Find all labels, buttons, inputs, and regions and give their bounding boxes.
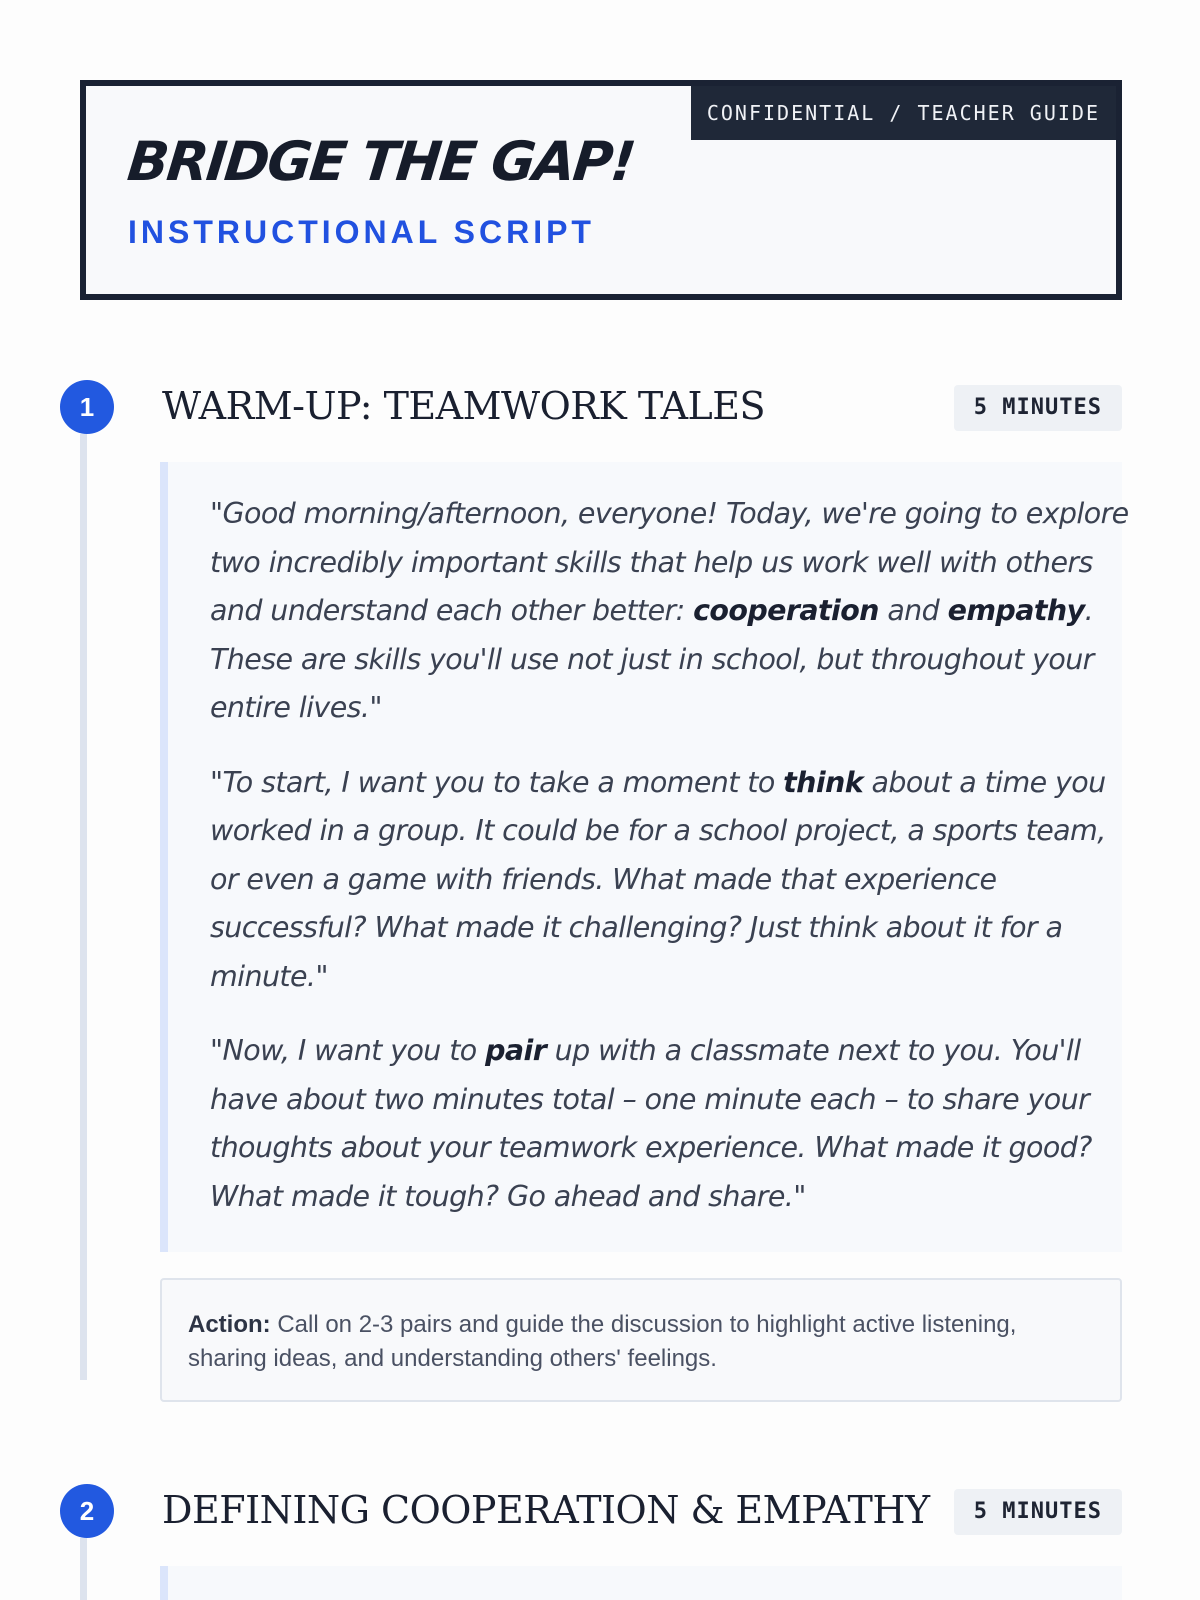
emphasis-term: cooperation <box>693 594 879 627</box>
step-number-badge: 2 <box>60 1484 114 1538</box>
script-paragraph: "To start, I want you to take a moment to think about a time you worked in a group. It could be for a school project, a sports team, or even a game with friends. What made that experience successful? What made it challenging? Just think about it for a minute." <box>210 765 1106 993</box>
timeline-line <box>80 1538 87 1600</box>
confidential-badge: CONFIDENTIAL / TEACHER GUIDE <box>691 86 1116 140</box>
emphasis-term: empathy <box>947 594 1085 627</box>
script-quote-block <box>160 1566 1122 1600</box>
action-note <box>160 1278 1122 1402</box>
header-card <box>80 80 1122 300</box>
script-paragraph: "Good morning/afternoon, everyone! Today, we're going to explore two incredibly important skills that help us work well with others and understand each other better: cooperation and empathy. These are skills you'll use not just in school, but throughout your entire lives." <box>210 497 1129 724</box>
action-label: Action: <box>188 1311 271 1338</box>
duration-badge: 5 MINUTES <box>954 385 1122 431</box>
section-title: DEFINING COOPERATION & EMPATHY <box>162 1488 930 1532</box>
section-title: WARM-UP: TEAMWORK TALES <box>162 384 766 428</box>
script-quote-block <box>160 462 1129 1252</box>
page-title: BRIDGE THE GAP! <box>124 130 638 193</box>
step-number-badge: 1 <box>60 380 114 434</box>
script-paragraph: "Now, I want you to pair up with a classmate next to you. You'll have about two minutes total – one minute each – to share your thoughts about your teamwork experience. What made it good? What made it tough? Go ahead and share." <box>210 1034 1092 1213</box>
timeline-line <box>80 434 87 1380</box>
duration-badge: 5 MINUTES <box>954 1489 1122 1535</box>
page-subtitle: INSTRUCTIONAL SCRIPT <box>128 214 595 250</box>
emphasis-term: pair <box>485 1034 547 1067</box>
action-text: Call on 2-3 pairs and guide the discussion to highlight active listening, sharing ideas, and understanding others' feelings. <box>188 1311 1017 1372</box>
emphasis-term: think <box>783 765 864 799</box>
